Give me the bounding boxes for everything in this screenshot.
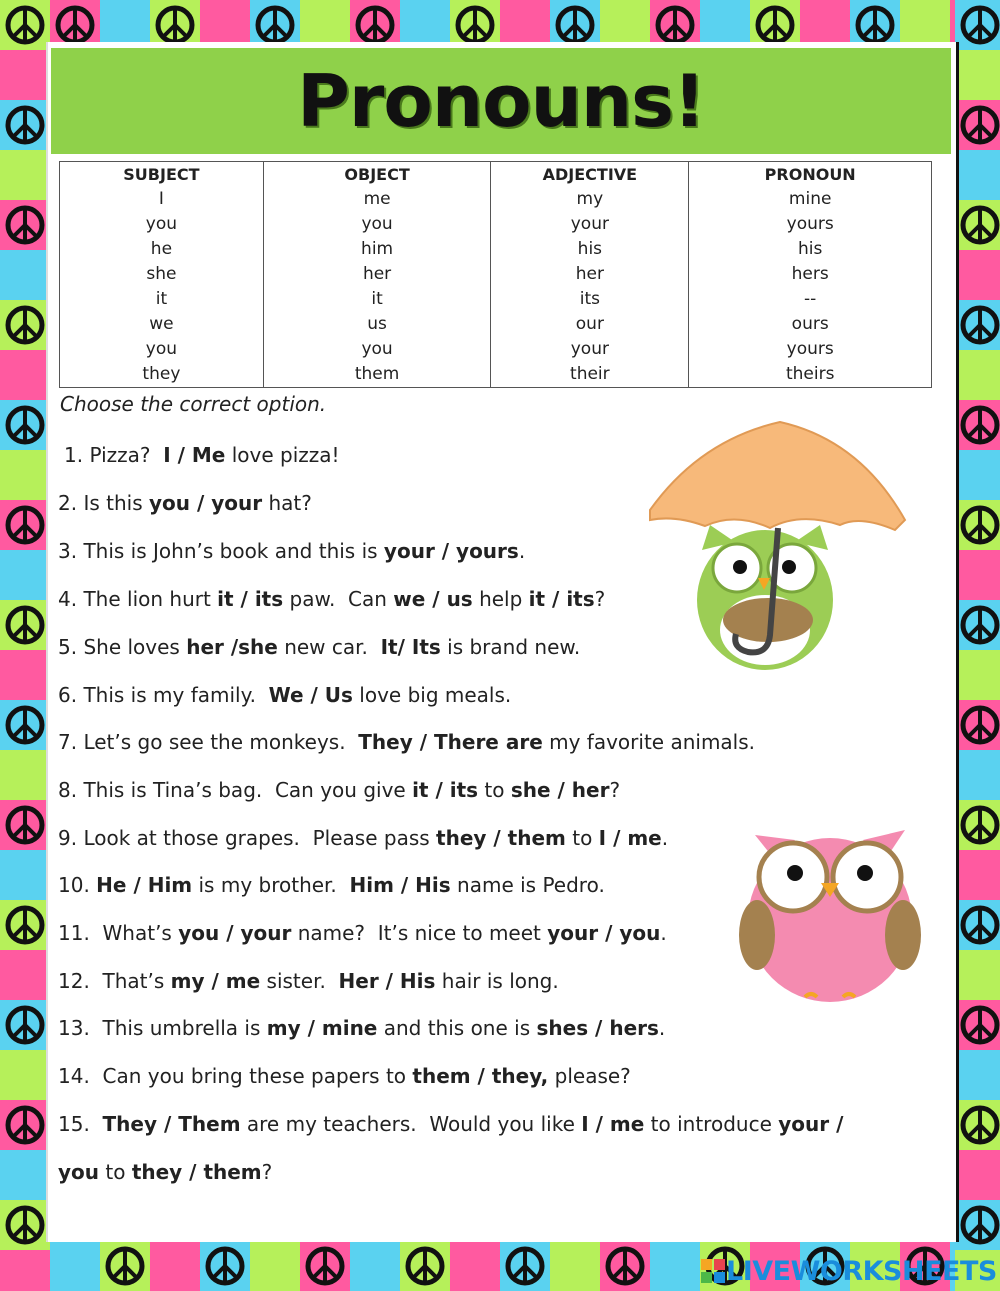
answer-choice: my / mine: [266, 1016, 378, 1040]
umbrella-canopy: [650, 422, 905, 530]
answer-choice: it / its: [412, 778, 479, 802]
table-row: [60, 237, 932, 262]
question-text: name? It’s nice to meet: [291, 921, 548, 945]
table-row: [60, 187, 932, 212]
table-cell: hers: [689, 262, 932, 287]
column-header: ADJECTIVE: [491, 162, 689, 188]
question-text: to: [478, 778, 511, 802]
table-cell: --: [689, 287, 932, 312]
answer-choice: It/ Its: [380, 635, 441, 659]
question-item: [58, 730, 755, 754]
question-item: [58, 778, 620, 802]
table-cell: it: [263, 287, 491, 312]
question-text: Pizza?: [83, 443, 164, 467]
question-item: [58, 587, 605, 611]
question-text: .: [518, 539, 526, 563]
question-text: paw. Can: [283, 587, 394, 611]
question-number: 14.: [58, 1064, 90, 1088]
page-title: Pronouns!: [297, 59, 705, 143]
question-text: Look at those grapes. Please pass: [77, 826, 437, 850]
question-text: ?: [261, 1160, 273, 1184]
question-item: [58, 683, 511, 707]
question-item: [58, 969, 559, 993]
answer-choice: it / its: [528, 587, 595, 611]
question-text: ?: [609, 778, 621, 802]
question-text: That’s: [89, 969, 171, 993]
question-text: hair is long.: [435, 969, 559, 993]
question-item: [58, 1016, 665, 1040]
table-cell: we: [60, 312, 264, 337]
question-text: .: [661, 826, 669, 850]
question-item: [58, 1064, 631, 1088]
question-text: She loves: [77, 635, 187, 659]
answer-choice: you: [58, 1160, 100, 1184]
table-cell: us: [263, 312, 491, 337]
question-text: to: [99, 1160, 132, 1184]
question-item: [58, 873, 605, 897]
question-text: The lion hurt: [77, 587, 218, 611]
question-text: What’s: [89, 921, 179, 945]
column-header: PRONOUN: [689, 162, 932, 188]
question-text: love big meals.: [352, 683, 512, 707]
answer-choice: them / they,: [412, 1064, 549, 1088]
instruction-text: Choose the correct option.: [60, 392, 327, 416]
answer-choice: they / them: [436, 826, 566, 850]
question-text: .: [660, 921, 667, 945]
question-text: This umbrella is: [89, 1016, 267, 1040]
question-text: Let’s go see the monkeys.: [77, 730, 359, 754]
question-number: 5.: [58, 635, 78, 659]
liveworksheets-watermark: [700, 1255, 997, 1287]
table-cell: its: [491, 287, 689, 312]
question-number: 12.: [58, 969, 90, 993]
table-cell: me: [263, 187, 491, 212]
question-number: 13.: [58, 1016, 90, 1040]
table-cell: it: [60, 287, 264, 312]
table-cell: his: [689, 237, 932, 262]
question-number: 10.: [58, 873, 90, 897]
table-row: [60, 337, 932, 362]
table-cell: yours: [689, 337, 932, 362]
answer-choice: They / Them: [102, 1112, 241, 1136]
table-cell: theirs: [689, 362, 932, 388]
watermark-text: LIVEWORKSHEETS: [726, 1255, 997, 1287]
question-number: 4.: [58, 587, 78, 611]
question-text: Is this: [77, 491, 149, 515]
table-cell: you: [60, 212, 264, 237]
table-cell: you: [263, 212, 491, 237]
owl-wing-left: [739, 900, 775, 970]
table-cell: her: [491, 262, 689, 287]
question-text: are my teachers. Would you like: [240, 1112, 582, 1136]
answer-choice: her /she: [186, 635, 278, 659]
question-text: This is my family.: [77, 683, 269, 707]
question-number: 3.: [58, 539, 78, 563]
question-text: to introduce: [644, 1112, 779, 1136]
question-item: [58, 826, 668, 850]
table-cell: our: [491, 312, 689, 337]
liveworksheets-logo-icon: [700, 1258, 726, 1284]
table-row: [60, 287, 932, 312]
table-cell: yours: [689, 212, 932, 237]
question-text: name is Pedro.: [450, 873, 605, 897]
question-item: [58, 1160, 272, 1184]
question-text: ?: [594, 587, 606, 611]
table-cell: him: [263, 237, 491, 262]
table-cell: my: [491, 187, 689, 212]
question-number: 6.: [58, 683, 78, 707]
table-cell: mine: [689, 187, 932, 212]
question-text: love pizza!: [225, 443, 340, 467]
question-text: to: [565, 826, 599, 850]
question-item: [64, 443, 340, 467]
question-text: .: [658, 1016, 666, 1040]
question-text: hat?: [262, 491, 312, 515]
answer-choice: your / yours: [383, 539, 519, 563]
question-text: is brand new.: [440, 635, 581, 659]
answer-choice: He / Him: [96, 873, 193, 897]
umbrella-owl-illustration: [640, 420, 910, 680]
question-item: [58, 1112, 843, 1136]
answer-choice: my / me: [170, 969, 261, 993]
question-number: 1.: [64, 443, 84, 467]
column-header: SUBJECT: [60, 162, 264, 188]
pronoun-table: [59, 161, 932, 388]
table-row: [60, 212, 932, 237]
answer-choice: Him / His: [349, 873, 451, 897]
table-cell: her: [263, 262, 491, 287]
table-cell: ours: [689, 312, 932, 337]
table-cell: he: [60, 237, 264, 262]
question-number: 15.: [58, 1112, 90, 1136]
title-banner: [51, 48, 951, 154]
question-number: 7.: [58, 730, 78, 754]
answer-choice: your /: [778, 1112, 844, 1136]
question-number: 8.: [58, 778, 78, 802]
question-number: 11.: [58, 921, 90, 945]
answer-choice: we / us: [393, 587, 473, 611]
question-item: [58, 635, 580, 659]
table-cell: they: [60, 362, 264, 388]
question-text: and this one is: [377, 1016, 537, 1040]
question-text: help: [472, 587, 529, 611]
question-text: sister.: [260, 969, 339, 993]
table-cell: them: [263, 362, 491, 388]
table-cell: their: [491, 362, 689, 388]
question-item: [58, 921, 667, 945]
table-row: [60, 362, 932, 388]
question-text: my favorite animals.: [542, 730, 756, 754]
answer-choice: Her / His: [338, 969, 436, 993]
answer-choice: you / your: [178, 921, 292, 945]
question-item: [58, 491, 312, 515]
question-text: please?: [548, 1064, 631, 1088]
table-cell: his: [491, 237, 689, 262]
answer-choice: you / your: [148, 491, 263, 515]
answer-choice: she / her: [510, 778, 610, 802]
table-cell: you: [263, 337, 491, 362]
question-text: This is John’s book and this is: [77, 539, 384, 563]
question-text: Can you bring these papers to: [89, 1064, 413, 1088]
table-row: [60, 262, 932, 287]
answer-choice: shes / hers: [536, 1016, 659, 1040]
question-text: is my brother.: [192, 873, 350, 897]
answer-choice: it / its: [217, 587, 284, 611]
table-cell: your: [491, 337, 689, 362]
owl-wing-right: [885, 900, 921, 970]
table-cell: your: [491, 212, 689, 237]
pink-owl-illustration: [735, 815, 925, 1005]
answer-choice: your / you: [547, 921, 661, 945]
table-header-row: [60, 162, 932, 188]
question-text: new car.: [277, 635, 381, 659]
answer-choice: I / Me: [163, 443, 226, 467]
question-text: [90, 1112, 103, 1136]
answer-choice: We / Us: [268, 683, 353, 707]
question-number: 2.: [58, 491, 78, 515]
table-cell: you: [60, 337, 264, 362]
answer-choice: they / them: [131, 1160, 262, 1184]
answer-choice: I / me: [581, 1112, 645, 1136]
question-number: 9.: [58, 826, 78, 850]
table-cell: she: [60, 262, 264, 287]
answer-choice: I / me: [598, 826, 662, 850]
answer-choice: They / There are: [358, 730, 543, 754]
table-cell: I: [60, 187, 264, 212]
table-body: [60, 187, 932, 388]
column-header: OBJECT: [263, 162, 491, 188]
question-item: [58, 539, 525, 563]
table-row: [60, 312, 932, 337]
question-text: This is Tina’s bag. Can you give: [77, 778, 413, 802]
